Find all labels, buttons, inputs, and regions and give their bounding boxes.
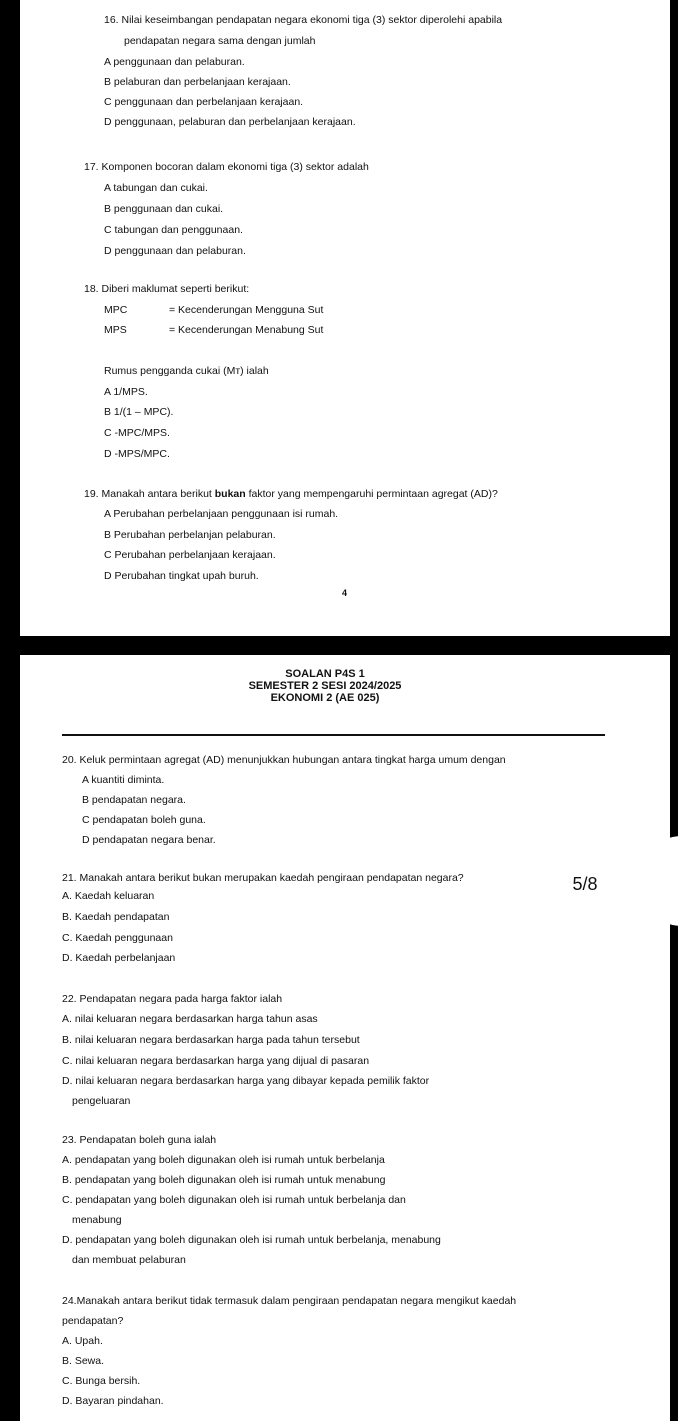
q18-option-b: B 1/(1 – MPC). xyxy=(104,406,174,418)
q19-stem-pre: 19. Manakah antara berikut xyxy=(84,488,215,500)
q18-subquestion: Rumus pengganda cukai (Mᴛ) ialah xyxy=(104,365,269,377)
q16-stem-cont: pendapatan negara sama dengan jumlah xyxy=(124,35,316,47)
q16-option-c: C penggunaan dan perbelanjaan kerajaan. xyxy=(104,96,304,108)
q20-stem: 20. Keluk permintaan agregat (AD) menunjukkan hubungan antara tingkat harga umum dengan xyxy=(62,754,506,766)
q19-option-d: D Perubahan tingkat upah buruh. xyxy=(104,570,259,582)
q20-option-b: B pendapatan negara. xyxy=(82,794,186,806)
q22-option-d-cont: pengeluaran xyxy=(72,1095,131,1107)
q21-option-b: B. Kaedah pendapatan xyxy=(62,911,170,923)
page-number: 4 xyxy=(342,588,348,598)
q21-option-a: A. Kaedah keluaran xyxy=(62,890,155,902)
q23-option-d: D. pendapatan yang boleh digunakan oleh isi rumah untuk berbelanja, menabung xyxy=(62,1234,441,1246)
q17-option-a: A tabungan dan cukai. xyxy=(104,182,208,194)
q19-option-c: C Perubahan perbelanjaan kerajaan. xyxy=(104,549,276,561)
def-term: MPC xyxy=(104,304,128,316)
q16-stem: 16. Nilai keseimbangan pendapatan negara ekonomi tiga (3) sektor diperolehi apabila xyxy=(104,14,503,26)
header-line-2: SEMESTER 2 SESI 2024/2025 xyxy=(248,680,402,692)
q23-option-c-cont: menabung xyxy=(72,1214,122,1226)
q18-def-mps xyxy=(104,324,323,336)
q22-option-c: C. nilai keluaran negara berdasarkan harga yang dijual di pasaran xyxy=(62,1055,370,1067)
q17-stem: 17. Komponen bocoran dalam ekonomi tiga (3) sektor adalah xyxy=(84,161,369,173)
q17-option-c: C tabungan dan penggunaan. xyxy=(104,224,243,236)
q19-option-b: B Perubahan perbelanjan pelaburan. xyxy=(104,529,276,541)
q22-stem: 22. Pendapatan negara pada harga faktor ialah xyxy=(62,993,283,1005)
q18-def-mpc xyxy=(104,304,323,316)
q22-option-b: B. nilai keluaran negara berdasarkan harga pada tahun tersebut xyxy=(62,1034,360,1046)
q19-stem xyxy=(84,488,498,501)
q19-option-a: A Perubahan perbelanjaan penggunaan isi rumah. xyxy=(104,508,339,520)
def-meaning: = Kecenderungan Menabung Sut xyxy=(169,324,324,336)
header-rule xyxy=(62,734,605,736)
q23-stem: 23. Pendapatan boleh guna ialah xyxy=(62,1134,217,1146)
q24-stem-cont: pendapatan? xyxy=(62,1315,124,1327)
q20-option-d: D pendapatan negara benar. xyxy=(82,834,216,846)
q17-option-d: D penggunaan dan pelaburan. xyxy=(104,245,246,257)
q20-option-a: A kuantiti diminta. xyxy=(82,774,165,786)
q21-option-d: D. Kaedah perbelanjaan xyxy=(62,952,176,964)
header-line-3: EKONOMI 2 (AE 025) xyxy=(270,692,380,704)
q21-option-c: C. Kaedah penggunaan xyxy=(62,932,173,944)
q17-option-b: B penggunaan dan cukai. xyxy=(104,203,224,215)
q24-option-c: C. Bunga bersih. xyxy=(62,1375,141,1387)
q16-option-a: A penggunaan dan pelaburan. xyxy=(104,56,245,68)
q22-option-a: A. nilai keluaran negara berdasarkan harga tahun asas xyxy=(62,1013,318,1025)
q23-option-d-cont: dan membuat pelaburan xyxy=(72,1254,186,1266)
def-meaning: = Kecenderungan Mengguna Sut xyxy=(169,304,324,316)
q16-option-b: B pelaburan dan perbelanjaan kerajaan. xyxy=(104,76,291,88)
q20-option-c: C pendapatan boleh guna. xyxy=(82,814,206,826)
q18-option-c: C -MPC/MPS. xyxy=(104,427,170,439)
page-indicator: 5/8 xyxy=(572,873,598,894)
q18-option-d: D -MPS/MPC. xyxy=(104,448,170,460)
q18-option-a: A 1/MPS. xyxy=(104,386,148,398)
q16-option-d: D penggunaan, pelaburan dan perbelanjaan kerajaan. xyxy=(104,116,356,128)
q24-option-d: D. Bayaran pindahan. xyxy=(62,1395,164,1407)
q18-stem: 18. Diberi maklumat seperti berikut: xyxy=(84,283,250,295)
def-term: MPS xyxy=(104,324,127,336)
q19-stem-post: faktor yang mempengaruhi permintaan agregat (AD)? xyxy=(245,488,498,500)
q24-option-b: B. Sewa. xyxy=(62,1355,105,1367)
q24-option-a: A. Upah. xyxy=(62,1335,103,1347)
q19-stem-bold: bukan xyxy=(214,488,246,500)
document-page-4 xyxy=(20,0,670,636)
q23-option-a: A. pendapatan yang boleh digunakan oleh isi rumah untuk berbelanja xyxy=(62,1154,385,1166)
q24-stem: 24.Manakah antara berikut tidak termasuk dalam pengiraan pendapatan negara mengikut kaedah xyxy=(62,1295,517,1307)
q22-option-d: D. nilai keluaran negara berdasarkan harga yang dibayar kepada pemilik faktor xyxy=(62,1075,430,1087)
q23-option-c: C. pendapatan yang boleh digunakan oleh isi rumah untuk berbelanja dan xyxy=(62,1194,406,1206)
header-line-1: SOALAN P4S 1 xyxy=(285,668,365,680)
q23-option-b: B. pendapatan yang boleh digunakan oleh isi rumah untuk menabung xyxy=(62,1174,386,1186)
document-page-5 xyxy=(20,655,670,1421)
q21-stem: 21. Manakah antara berikut bukan merupakan kaedah pengiraan pendapatan negara? xyxy=(62,872,464,884)
